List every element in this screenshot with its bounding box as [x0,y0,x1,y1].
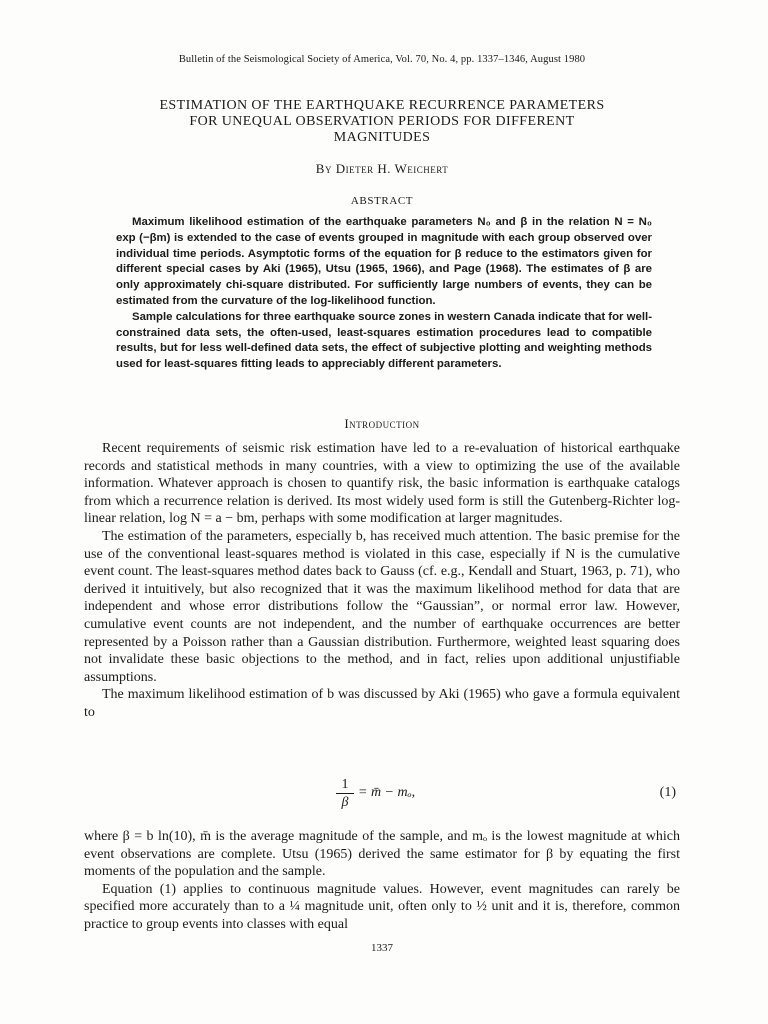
paper-title [94,98,670,146]
abstract-heading: ABSTRACT [350,195,414,207]
equation-denominator: β [341,795,349,810]
continuation-body [84,828,680,934]
equation-number: (1) [659,785,676,800]
intro-paragraph-1: Recent requirements of seismic risk estimation have led to a re-evaluation of historical earthquake records and statistical methods in many countries, with a view to optimizing the use of the available information. Whatever approach is chosen to quantify risk, the basic information is earthquake catalogs from which a recurrence relation is derived. Its most widely used form is still the Gutenberg-Richter log-linear relation, log N = a − bm, perhaps with some modification at larger magnitudes. [84,441,680,527]
page-number: 1337 [371,942,393,954]
continuation-paragraph-2: Equation (1) applies to continuous magnitude values. However, event magnitudes can rarely be specified more accurately than to a ¼ magnitude unit, often only to ½ unit and it is, therefore, common practice to group events into classes with equal [84,881,680,932]
equation-fraction [336,776,354,811]
equation-1 [84,776,680,816]
title-line-3: MAGNITUDES [333,130,431,145]
equation-numerator: 1 [336,776,354,794]
title-line-2: FOR UNEQUAL OBSERVATION PERIODS FOR DIFFERENT [189,114,575,129]
continuation-paragraph-1: where β = b ln(10), m̄ is the average magnitude of the sample, and mₒ is the lowest magnitude at which event observations are complete. Utsu (1965) derived the same estimator for β by equating the first moments of the population and the sample. [84,829,680,880]
abstract-paragraph-2: Sample calculations for three earthquake source zones in western Canada indicate that for well-constrained data sets, the often-used, least-squares estimation procedures lead to compatible results, but for less well-defined data sets, the effect of subjective plotting and weighting methods used for least-squares fitting leads to appreciably different parameters. [116,310,652,371]
title-line-1: ESTIMATION OF THE EARTHQUAKE RECURRENCE PARAMETERS [159,98,605,113]
abstract-text [116,215,652,373]
author-byline: By Dieter H. Weichert [315,161,449,176]
journal-header: Bulletin of the Seismological Society of America, Vol. 70, No. 4, pp. 1337–1346, August 1980 [178,54,586,65]
abstract-paragraph-1: Maximum likelihood estimation of the earthquake parameters N₀ and β in the relation N = N₀ exp (−βm) is extended to the case of events grouped in magnitude with each group observed over individual time periods. Asymptotic forms of the equation for β reduce to the estimators given for different special cases by Aki (1965), Utsu (1965, 1966), and Page (1968). The estimates of β are only approximately chi-square distributed. For sufficiently large numbers of events, they can be estimated from the curvature of the log-likelihood function. [116,216,652,307]
intro-paragraph-3: The maximum likelihood estimation of b was discussed by Aki (1965) who gave a formula equivalent to [84,687,680,720]
equation-rhs: = m̄ − mₒ, [358,785,416,800]
intro-paragraph-2: The estimation of the parameters, especially b, has received much attention. The basic premise for the use of the conventional least-squares method is violated in this case, especially if N is the cumulative event count. The least-squares method dates back to Gauss (cf. e.g., Kendall and Stuart, 1963, p. 71), who derived it intuitively, but also recognized that it was the maximum likelihood method for data that are independent and whose error distributions follow the “Gaussian”, or normal error law. However, cumulative event counts are not independent, and the number of earthquake occurrences are better represented by a Poisson rather than a Gaussian distribution. Furthermore, weighted least squaring does not invalidate these basic objections to the method, and in fact, relies upon additional unjustifiable assumptions. [84,528,680,685]
introduction-heading: Introduction [344,416,420,431]
introduction-body [84,440,680,722]
